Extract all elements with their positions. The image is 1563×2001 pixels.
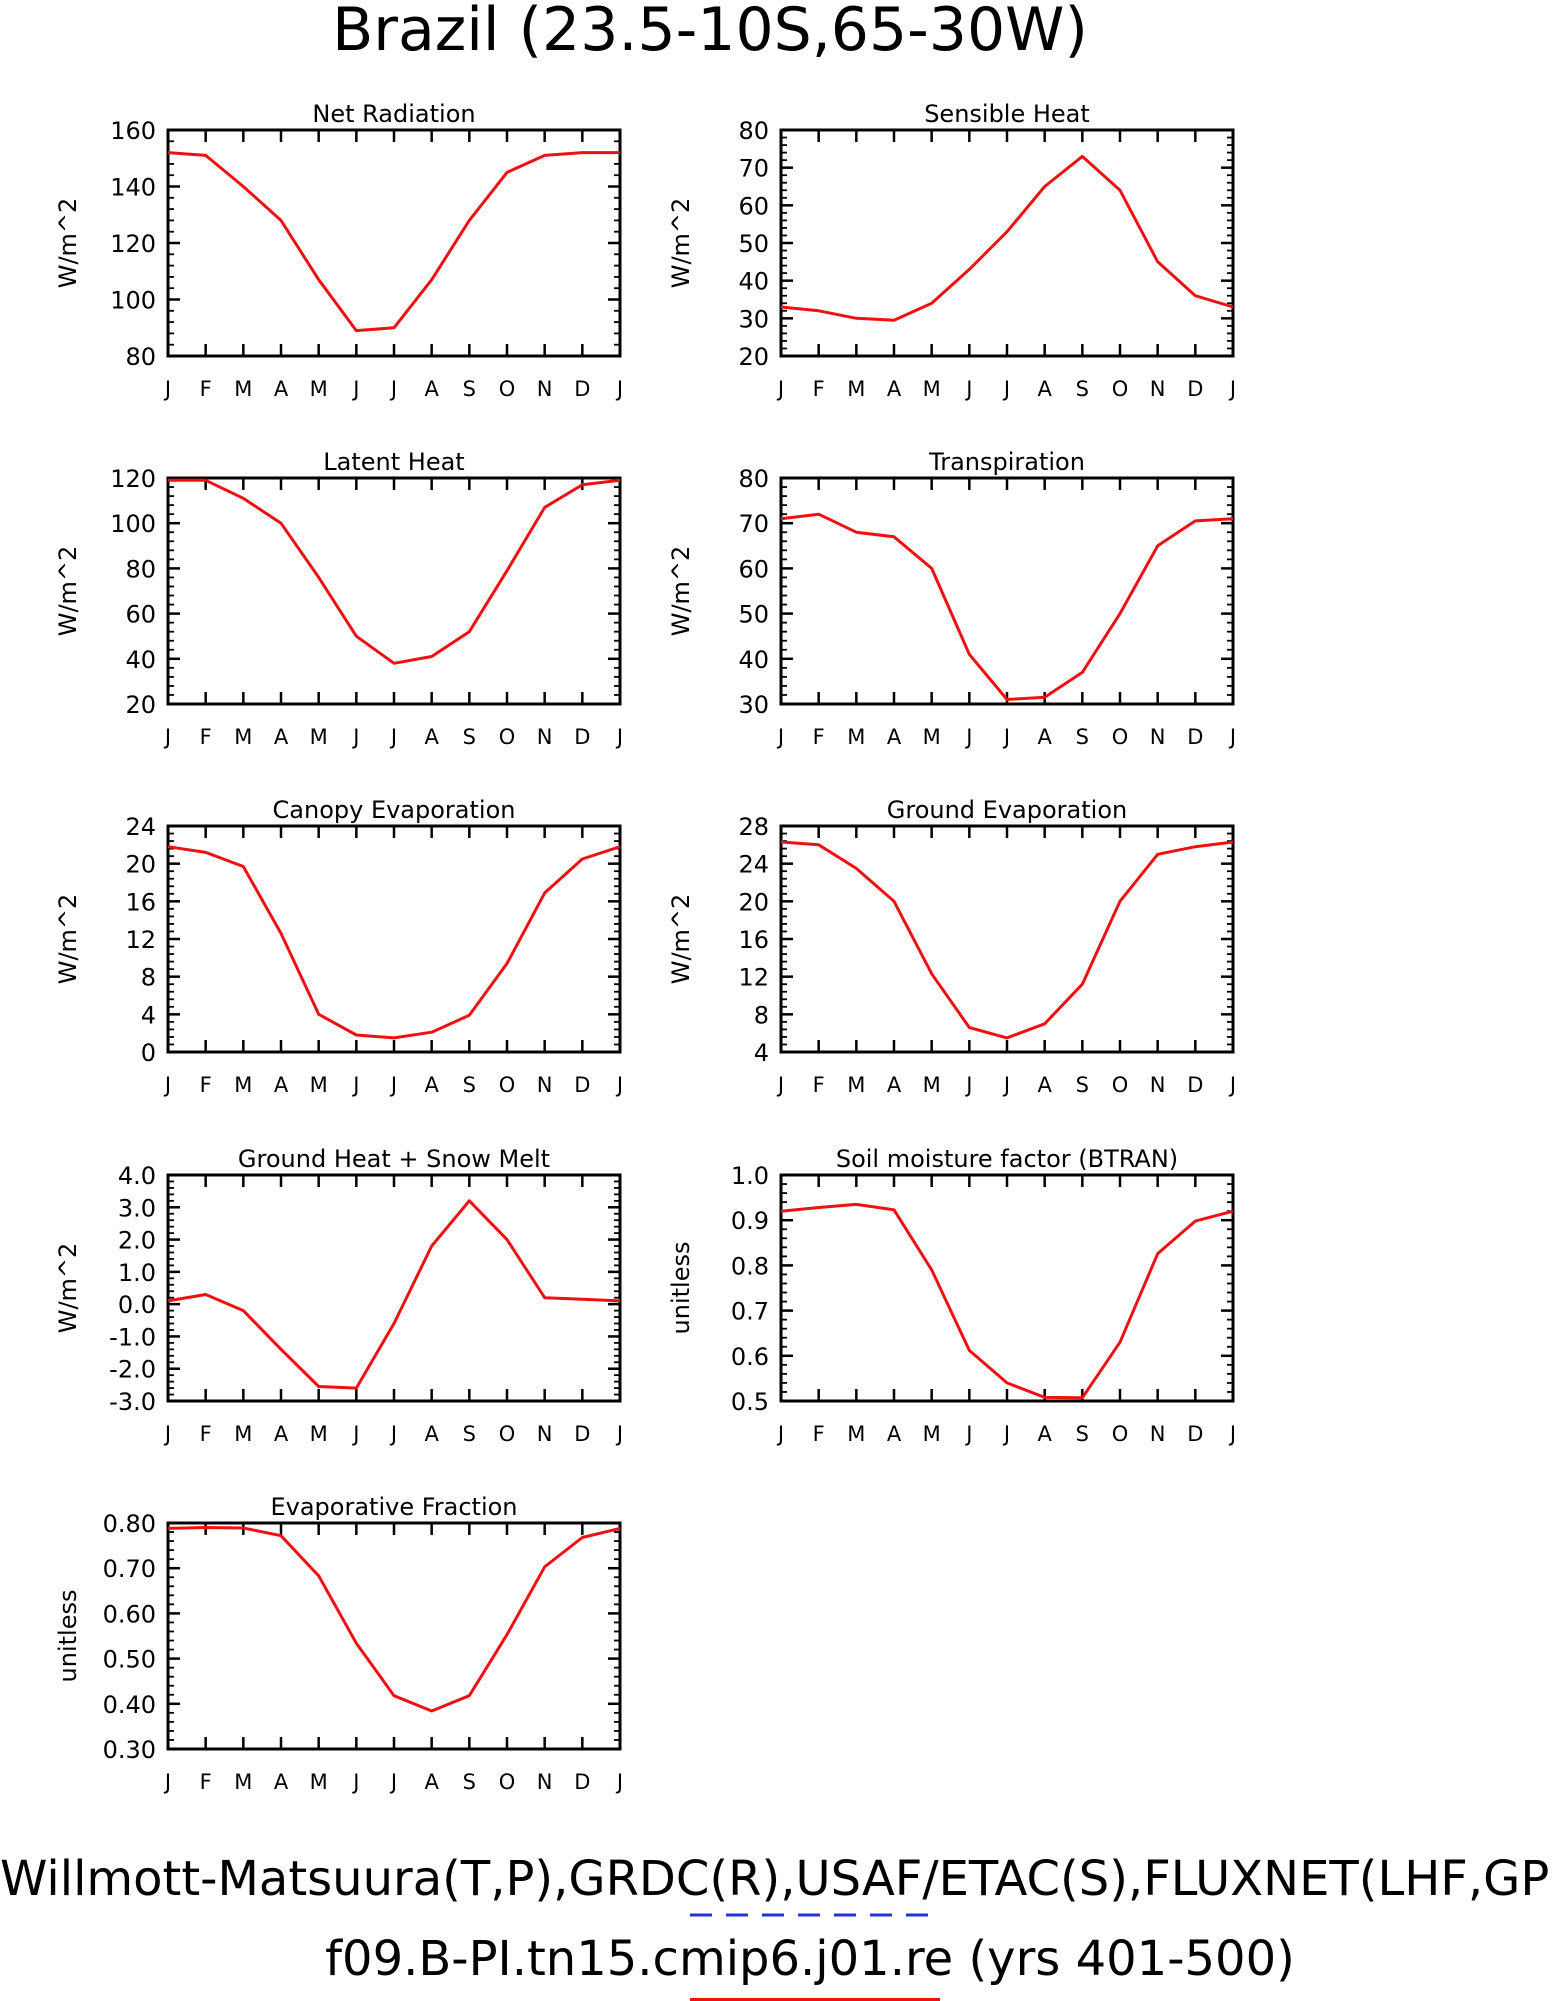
- x-tick-label: M: [234, 377, 253, 401]
- y-tick-label: 0.5: [730, 1388, 769, 1416]
- y-tick-label: 0.50: [102, 1645, 156, 1674]
- chart-panel-8: [667, 1145, 1236, 1446]
- x-tick-label: N: [1149, 1422, 1166, 1446]
- y-tick-label: 24: [738, 850, 769, 879]
- y-axis-label: unitless: [54, 1589, 82, 1683]
- y-tick-label: 60: [738, 192, 769, 221]
- x-tick-label: J: [777, 377, 785, 401]
- y-axis-label: W/m^2: [54, 545, 82, 637]
- x-tick-label: J: [777, 725, 785, 749]
- x-tick-label: M: [847, 1073, 866, 1097]
- x-tick-label: J: [616, 725, 624, 749]
- x-tick-label: D: [574, 1770, 591, 1794]
- series-line: [168, 847, 620, 1038]
- x-tick-label: D: [574, 377, 591, 401]
- x-tick-label: J: [616, 1770, 624, 1794]
- x-tick-label: A: [1037, 1073, 1052, 1097]
- x-tick-label: A: [424, 1073, 439, 1097]
- x-tick-label: N: [536, 1422, 553, 1446]
- x-tick-label: M: [922, 1422, 941, 1446]
- x-tick-label: J: [164, 1422, 172, 1446]
- x-tick-label: M: [922, 725, 941, 749]
- y-tick-label: 140: [110, 173, 156, 202]
- x-tick-label: J: [353, 725, 360, 749]
- x-tick-label: N: [536, 1770, 553, 1794]
- y-tick-label: 4: [140, 1001, 156, 1030]
- chart-panel-2: [667, 100, 1236, 401]
- y-tick-label: 20: [738, 888, 769, 917]
- y-tick-label: -1.0: [109, 1323, 156, 1352]
- x-tick-label: S: [462, 1422, 477, 1446]
- y-tick-label: 120: [110, 230, 156, 258]
- y-tick-label: 0.9: [730, 1207, 769, 1236]
- x-tick-label: J: [164, 1770, 172, 1794]
- x-tick-label: O: [498, 1422, 516, 1446]
- chart-panel-7: [54, 1145, 623, 1446]
- x-tick-label: J: [1003, 1073, 1011, 1097]
- x-tick-label: J: [1229, 725, 1237, 749]
- x-tick-label: F: [812, 377, 825, 401]
- x-tick-label: D: [574, 725, 591, 749]
- y-tick-label: 12: [125, 926, 156, 954]
- x-tick-label: N: [1149, 725, 1166, 749]
- x-tick-label: A: [273, 1422, 289, 1446]
- y-axis-label: unitless: [667, 1241, 695, 1335]
- x-tick-label: F: [812, 1073, 825, 1097]
- y-tick-label: 3.0: [117, 1194, 156, 1223]
- y-tick-label: 60: [125, 600, 156, 629]
- x-tick-label: A: [424, 1770, 439, 1794]
- y-tick-label: 70: [738, 510, 769, 539]
- chart-title: Evaporative Fraction: [270, 1493, 518, 1521]
- y-tick-label: 20: [738, 343, 769, 371]
- x-tick-label: J: [1003, 725, 1011, 749]
- x-tick-label: F: [199, 1073, 212, 1097]
- x-tick-label: J: [616, 1422, 624, 1446]
- y-tick-label: 8: [140, 963, 156, 992]
- x-tick-label: S: [1075, 1422, 1090, 1446]
- x-tick-label: J: [390, 1073, 398, 1097]
- x-tick-label: J: [1229, 377, 1237, 401]
- y-tick-label: 0.6: [730, 1342, 769, 1371]
- x-tick-label: A: [424, 377, 439, 401]
- chart-title: Sensible Heat: [924, 100, 1090, 128]
- y-tick-label: 1.0: [730, 1162, 769, 1190]
- x-tick-label: J: [966, 725, 973, 749]
- chart-title: Canopy Evaporation: [272, 796, 516, 824]
- y-axis-label: W/m^2: [667, 197, 695, 289]
- x-tick-label: A: [424, 725, 439, 749]
- chart-title: Soil moisture factor (BTRAN): [835, 1145, 1179, 1173]
- x-tick-label: A: [886, 377, 902, 401]
- y-tick-label: 28: [738, 813, 769, 841]
- y-tick-label: 4.0: [117, 1162, 156, 1190]
- x-tick-label: F: [199, 1422, 212, 1446]
- x-tick-label: S: [1075, 1073, 1090, 1097]
- chart-panel-6: [667, 796, 1236, 1097]
- x-tick-label: J: [390, 725, 398, 749]
- x-tick-label: J: [966, 377, 973, 401]
- x-tick-label: J: [390, 1422, 398, 1446]
- chart-panel-4: [667, 448, 1236, 749]
- y-tick-label: 0.60: [102, 1600, 156, 1629]
- x-tick-label: J: [164, 1073, 172, 1097]
- y-tick-label: 8: [753, 1001, 769, 1030]
- x-tick-label: A: [1037, 377, 1052, 401]
- y-tick-label: 50: [738, 600, 769, 629]
- y-tick-label: 30: [738, 691, 769, 719]
- x-tick-label: A: [273, 725, 289, 749]
- x-tick-label: J: [777, 1422, 785, 1446]
- x-tick-label: M: [309, 1422, 328, 1446]
- y-tick-label: 50: [738, 230, 769, 258]
- plot-frame: [781, 478, 1233, 704]
- x-tick-label: M: [922, 377, 941, 401]
- y-tick-label: 40: [125, 645, 156, 674]
- series-line: [781, 156, 1233, 320]
- x-tick-label: D: [574, 1422, 591, 1446]
- x-tick-label: M: [234, 1422, 253, 1446]
- x-tick-label: M: [922, 1073, 941, 1097]
- x-tick-label: F: [812, 725, 825, 749]
- y-tick-label: 1.0: [117, 1258, 156, 1287]
- x-tick-label: M: [309, 1073, 328, 1097]
- x-tick-label: N: [1149, 1073, 1166, 1097]
- y-tick-label: 20: [125, 850, 156, 879]
- chart-title: Ground Evaporation: [886, 796, 1128, 824]
- y-axis-label: W/m^2: [667, 545, 695, 637]
- x-tick-label: S: [1075, 377, 1090, 401]
- x-tick-label: M: [847, 725, 866, 749]
- plot-frame: [168, 130, 620, 356]
- chart-panel-9: [54, 1493, 623, 1794]
- x-tick-label: J: [390, 377, 398, 401]
- page-title: Brazil (23.5-10S,65-30W): [332, 0, 1088, 65]
- x-tick-label: M: [234, 725, 253, 749]
- plot-frame: [781, 1175, 1233, 1401]
- x-tick-label: M: [847, 1422, 866, 1446]
- x-tick-label: N: [536, 725, 553, 749]
- x-tick-label: S: [1075, 725, 1090, 749]
- x-tick-label: S: [462, 1770, 477, 1794]
- y-tick-label: 80: [125, 555, 156, 584]
- x-tick-label: D: [1187, 725, 1204, 749]
- x-tick-label: D: [1187, 1073, 1204, 1097]
- chart-title: Latent Heat: [323, 448, 465, 476]
- y-tick-label: 80: [738, 465, 769, 493]
- x-tick-label: D: [1187, 1422, 1204, 1446]
- y-tick-label: 0.30: [102, 1736, 156, 1764]
- x-tick-label: F: [199, 377, 212, 401]
- y-axis-label: W/m^2: [54, 197, 82, 289]
- x-tick-label: A: [886, 725, 902, 749]
- x-tick-label: F: [199, 725, 212, 749]
- x-tick-label: O: [1111, 1422, 1129, 1446]
- x-tick-label: O: [498, 725, 516, 749]
- y-tick-label: 12: [738, 963, 769, 992]
- x-tick-label: N: [1149, 377, 1166, 401]
- y-tick-label: -2.0: [109, 1355, 156, 1384]
- x-tick-label: O: [1111, 1073, 1129, 1097]
- y-tick-label: 40: [738, 645, 769, 674]
- y-tick-label: 0.7: [730, 1297, 769, 1326]
- chart-panel-3: [54, 448, 623, 749]
- y-tick-label: 0.70: [102, 1555, 156, 1584]
- y-tick-label: 30: [738, 305, 769, 334]
- plot-frame: [168, 478, 620, 704]
- x-tick-label: J: [616, 1073, 624, 1097]
- y-tick-label: 80: [738, 117, 769, 145]
- x-tick-label: A: [886, 1073, 902, 1097]
- x-tick-label: S: [462, 725, 477, 749]
- x-tick-label: J: [1229, 1422, 1237, 1446]
- y-axis-label: W/m^2: [54, 893, 82, 985]
- x-tick-label: M: [234, 1770, 253, 1794]
- y-tick-label: 60: [738, 555, 769, 584]
- y-tick-label: 100: [110, 510, 156, 539]
- x-tick-label: J: [164, 377, 172, 401]
- series-line: [168, 480, 620, 663]
- x-tick-label: J: [353, 1422, 360, 1446]
- x-tick-label: J: [1003, 1422, 1011, 1446]
- x-tick-label: O: [498, 1770, 516, 1794]
- chart-title: Net Radiation: [312, 100, 476, 128]
- plot-frame: [781, 130, 1233, 356]
- x-tick-label: A: [273, 1770, 289, 1794]
- series-line: [168, 153, 620, 331]
- chart-panel-5: [54, 796, 623, 1097]
- y-tick-label: 100: [110, 286, 156, 315]
- y-tick-label: 120: [110, 465, 156, 493]
- x-tick-label: A: [273, 1073, 289, 1097]
- y-tick-label: 0.0: [117, 1291, 156, 1320]
- x-tick-label: D: [1187, 377, 1204, 401]
- x-tick-label: S: [462, 377, 477, 401]
- x-tick-label: O: [498, 377, 516, 401]
- plot-frame: [781, 826, 1233, 1052]
- chart-title: Ground Heat + Snow Melt: [237, 1145, 551, 1173]
- x-tick-label: M: [309, 1770, 328, 1794]
- series-line: [781, 514, 1233, 699]
- x-tick-label: F: [812, 1422, 825, 1446]
- series-line: [781, 842, 1233, 1038]
- x-tick-label: D: [574, 1073, 591, 1097]
- plot-frame: [168, 1523, 620, 1749]
- x-tick-label: M: [234, 1073, 253, 1097]
- y-tick-label: 0.8: [730, 1252, 769, 1281]
- y-tick-label: 24: [125, 813, 156, 841]
- x-tick-label: A: [1037, 725, 1052, 749]
- y-tick-label: 70: [738, 154, 769, 183]
- plot-frame: [168, 1175, 620, 1401]
- chart-title: Transpiration: [929, 448, 1085, 476]
- y-tick-label: 0.80: [102, 1510, 156, 1538]
- y-axis-label: W/m^2: [54, 1242, 82, 1334]
- x-tick-label: F: [199, 1770, 212, 1794]
- x-tick-label: M: [847, 377, 866, 401]
- y-tick-label: -3.0: [109, 1388, 156, 1416]
- y-tick-label: 0: [140, 1039, 156, 1067]
- x-tick-label: O: [1111, 725, 1129, 749]
- y-tick-label: 2.0: [117, 1226, 156, 1255]
- y-tick-label: 80: [125, 343, 156, 371]
- x-tick-label: M: [309, 725, 328, 749]
- x-tick-label: J: [966, 1422, 973, 1446]
- series-line: [168, 1201, 620, 1388]
- x-tick-label: A: [886, 1422, 902, 1446]
- x-tick-label: J: [777, 1073, 785, 1097]
- x-tick-label: M: [309, 377, 328, 401]
- y-axis-label: W/m^2: [667, 893, 695, 985]
- x-tick-label: A: [273, 377, 289, 401]
- x-tick-label: J: [966, 1073, 973, 1097]
- x-tick-label: J: [1229, 1073, 1237, 1097]
- y-tick-label: 16: [125, 888, 156, 917]
- y-tick-label: 40: [738, 267, 769, 296]
- y-tick-label: 160: [110, 117, 156, 145]
- y-tick-label: 0.40: [102, 1690, 156, 1719]
- plot-frame: [168, 826, 620, 1052]
- x-tick-label: S: [462, 1073, 477, 1097]
- x-tick-label: J: [1003, 377, 1011, 401]
- chart-panel-1: [54, 100, 623, 401]
- x-tick-label: J: [164, 725, 172, 749]
- y-tick-label: 4: [753, 1039, 769, 1067]
- x-tick-label: N: [536, 1073, 553, 1097]
- y-tick-label: 16: [738, 926, 769, 954]
- x-tick-label: J: [353, 1770, 360, 1794]
- x-tick-label: J: [616, 377, 624, 401]
- x-tick-label: J: [353, 377, 360, 401]
- x-tick-label: N: [536, 377, 553, 401]
- footer-obs-sources: Willmott-Matsuura(T,P),GRDC(R),USAF/ETAC(S),FLUXNET(LHF,GP: [0, 1851, 1550, 1907]
- x-tick-label: O: [498, 1073, 516, 1097]
- x-tick-label: J: [390, 1770, 398, 1794]
- x-tick-label: A: [1037, 1422, 1052, 1446]
- x-tick-label: J: [353, 1073, 360, 1097]
- chart-panels: [54, 100, 1236, 1794]
- y-tick-label: 20: [125, 691, 156, 719]
- footer-case-name: f09.B-PI.tn15.cmip6.j01.re (yrs 401-500): [325, 1931, 1295, 1987]
- x-tick-label: O: [1111, 377, 1129, 401]
- series-line: [168, 1528, 620, 1712]
- x-tick-label: A: [424, 1422, 439, 1446]
- series-line: [781, 1204, 1233, 1397]
